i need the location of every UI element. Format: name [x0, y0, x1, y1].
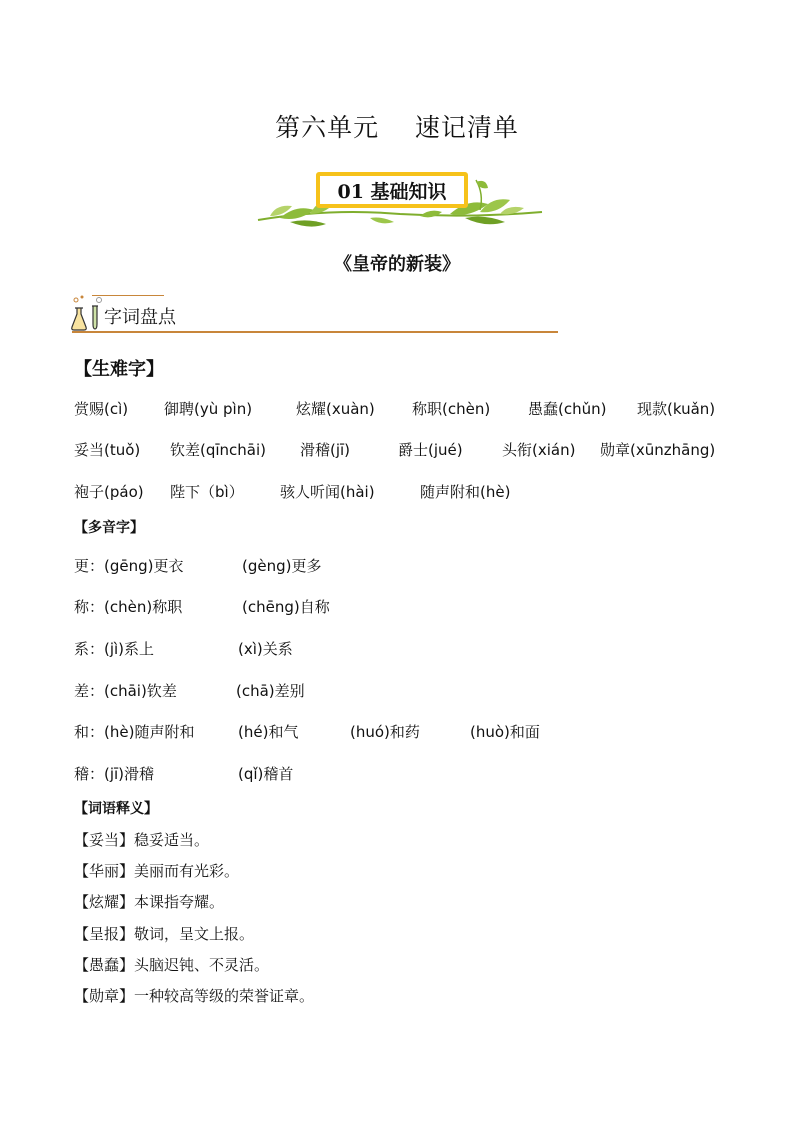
polyphone-item: 更：(gēng)更衣	[74, 557, 184, 575]
section-heading: 字词盘点	[104, 307, 176, 328]
rare-char-item: 滑稽(jī)	[300, 441, 351, 459]
polyphone-item: (hé)和气	[238, 723, 299, 741]
polyphone-item: 称：(chèn)称职	[74, 598, 183, 616]
rare-char-item: 愚蠢(chǔn)	[528, 400, 607, 418]
polyphone-item: (xì)关系	[238, 640, 293, 658]
badge-label: 01 基础知识	[316, 172, 468, 208]
rare-char-item: 陛下（bì）	[170, 483, 244, 501]
polyphone-item: (huó)和药	[350, 723, 420, 741]
glossary-term: 【炫耀】	[74, 893, 135, 911]
glossary-item	[74, 985, 314, 1006]
rare-char-item: 钦差(qīnchāi)	[170, 441, 267, 459]
glossary-term: 【妥当】	[74, 831, 135, 849]
polyphone-item: 和：(hè)随声附和	[74, 723, 195, 741]
glossary-item	[74, 923, 254, 944]
page-title: 第六单元 速记清单	[275, 113, 519, 142]
section-title: 《皇帝的新装》	[334, 254, 460, 275]
rare-char-item: 随声附和(hè)	[420, 483, 511, 501]
glossary-term: 【愚蠢】	[74, 956, 135, 974]
rare-char-item: 称职(chèn)	[412, 400, 491, 418]
glossary-term: 【华丽】	[74, 862, 135, 880]
glossary-def: 稳妥适当。	[134, 831, 210, 849]
polyphone-item: (huò)和面	[470, 723, 540, 741]
flask-icon	[70, 294, 106, 332]
polyphone-item: 系：(jì)系上	[74, 640, 155, 658]
polyphone-item: (qǐ)稽首	[238, 765, 294, 783]
polyphone-item: 差：(chāi)钦差	[74, 682, 177, 700]
rare-char-item: 炫耀(xuàn)	[296, 400, 375, 418]
glossary-def: 头脑迟钝、不灵活。	[134, 956, 270, 974]
rare-char-item: 现款(kuǎn)	[637, 400, 716, 418]
glossary-def: 一种较高等级的荣誉证章。	[134, 987, 315, 1005]
rare-char-item: 御聘(yù pìn)	[164, 400, 253, 418]
glossary-term: 【勋章】	[74, 987, 135, 1005]
glossary-heading: 【词语释义】	[74, 801, 158, 817]
rare-char-item: 赏赐(cì)	[74, 400, 129, 418]
polyphone-item: (chēng)自称	[242, 598, 330, 616]
glossary-item	[74, 860, 239, 881]
rare-chars-heading: 【生难字】	[74, 359, 164, 380]
glossary-term: 【呈报】	[74, 925, 135, 943]
glossary-item	[74, 891, 224, 912]
rare-char-item: 骇人听闻(hài)	[280, 483, 375, 501]
glossary-item	[74, 829, 209, 850]
polyphone-heading: 【多音字】	[74, 520, 144, 536]
rare-char-item: 勋章(xūnzhāng)	[600, 441, 716, 459]
rare-char-item: 爵士(jué)	[398, 441, 463, 459]
glossary-item	[74, 954, 269, 975]
polyphone-item: (gèng)更多	[242, 557, 322, 575]
heading-divider	[72, 331, 558, 333]
glossary-def: 敬词，呈文上报。	[134, 925, 255, 943]
rare-char-item: 头衔(xián)	[502, 441, 576, 459]
glossary-def: 本课指夸耀。	[134, 893, 225, 911]
rare-char-item: 妥当(tuǒ)	[74, 441, 141, 459]
glossary-def: 美丽而有光彩。	[134, 862, 240, 880]
polyphone-item: (chā)差别	[236, 682, 305, 700]
section-badge	[250, 168, 550, 240]
rare-char-item: 袍子(páo)	[74, 483, 144, 501]
polyphone-item: 稽：(jī)滑稽	[74, 765, 155, 783]
